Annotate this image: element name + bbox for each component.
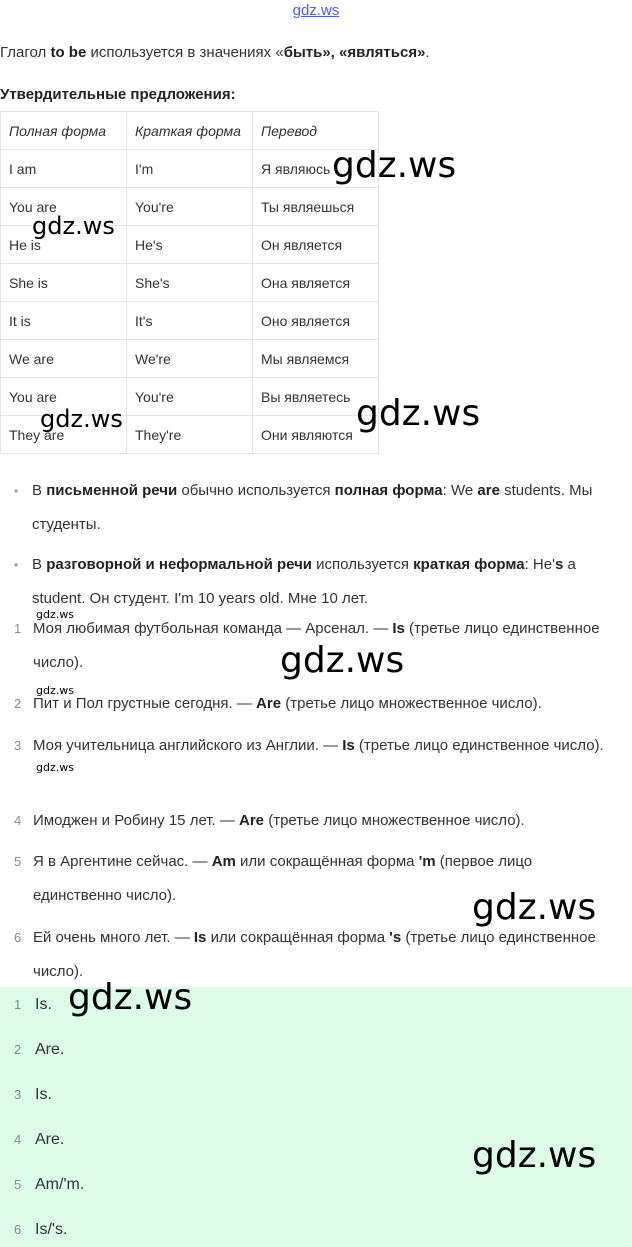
- table-cell: You are: [1, 188, 127, 226]
- table-cell: Мы являемся: [253, 340, 379, 378]
- table-cell: Оно является: [253, 302, 379, 340]
- table-cell: We're: [127, 340, 253, 378]
- answer-text: Are.: [35, 1131, 65, 1148]
- task-text: Ей очень много лет. — Is или сокращённая форма 's (третье лицо единственное число).: [33, 929, 596, 980]
- task-number: 4: [14, 813, 22, 828]
- table-cell: You're: [127, 188, 253, 226]
- to-be-forms-table: [0, 111, 379, 454]
- table-cell: They're: [127, 416, 253, 454]
- watermark: gdz.ws: [356, 393, 481, 434]
- table-cell: Ты являешься: [253, 188, 379, 226]
- answer-number: 5: [14, 1177, 22, 1192]
- table-cell: You're: [127, 378, 253, 416]
- answer-item: [0, 1080, 632, 1110]
- table-cell: She is: [1, 264, 127, 302]
- table-cell: It is: [1, 302, 127, 340]
- table-cell: Я являюсь: [253, 150, 379, 188]
- watermark: gdz.ws: [472, 887, 597, 928]
- list-item: • В разговорной и неформальной речи используется краткая форма: He's a student. Он студент. I'm 10 years old. Мне 10 лет.: [14, 548, 626, 616]
- table-cell: We are: [1, 340, 127, 378]
- task-text: Моя любимая футбольная команда — Арсенал. — Is (третье лицо единственное число).: [33, 620, 600, 671]
- header-full-form: Полная форма: [1, 112, 127, 150]
- answer-number: 6: [14, 1222, 22, 1237]
- task-number: 1: [14, 621, 22, 636]
- task-number: 3: [14, 738, 22, 753]
- table-cell: She's: [127, 264, 253, 302]
- table-cell: He is: [1, 226, 127, 264]
- answer-number: 2: [14, 1042, 22, 1057]
- answer-text: Is.: [35, 996, 52, 1013]
- table-cell: I am: [1, 150, 127, 188]
- table-row: [1, 264, 379, 302]
- task-text: Я в Аргентине сейчас. — Am или сокращённая форма 'm (первое лицо единственно число).: [33, 853, 533, 904]
- answer-text: Am/'m.: [35, 1176, 85, 1193]
- list-item: • В письменной речи обычно используется полная форма: We are students. Мы студенты.: [14, 474, 626, 542]
- intro-text: Глагол to be используется в значениях «быть», «являться».: [0, 44, 430, 61]
- table-cell: Вы являетесь: [253, 378, 379, 416]
- usage-notes-list: [14, 474, 626, 622]
- answer-item: [0, 1215, 632, 1245]
- answers-panel: [0, 987, 632, 1247]
- watermark: gdz.ws: [68, 977, 193, 1018]
- table-cell: They are: [1, 416, 127, 454]
- table-header-row: [1, 112, 379, 150]
- watermark: gdz.ws: [472, 1135, 597, 1176]
- top-watermark-link[interactable]: gdz.ws: [292, 2, 340, 19]
- task-text: Моя учительница английского из Англии. — Is (третье лицо единственное число).: [33, 737, 604, 754]
- watermark: gdz.ws: [36, 761, 74, 774]
- task-text: Пит и Пол грустные сегодня. — Are (третье лицо множественное число).: [33, 695, 542, 712]
- table-cell: Она является: [253, 264, 379, 302]
- table-cell: You are: [1, 378, 127, 416]
- watermark: gdz.ws: [280, 640, 405, 681]
- table-cell: Они являются: [253, 416, 379, 454]
- table-cell: I'm: [127, 150, 253, 188]
- answer-number: 1: [14, 997, 22, 1012]
- table-row: [1, 340, 379, 378]
- watermark: gdz.ws: [32, 212, 115, 240]
- watermark: gdz.ws: [332, 145, 457, 186]
- header-short-form: Краткая форма: [127, 112, 253, 150]
- answer-text: Are.: [35, 1041, 65, 1058]
- watermark: gdz.ws: [36, 684, 74, 697]
- table-cell: He's: [127, 226, 253, 264]
- watermark: gdz.ws: [40, 405, 123, 433]
- task-number: 5: [14, 854, 22, 869]
- answer-text: Is.: [35, 1086, 52, 1103]
- table-cell: Он является: [253, 226, 379, 264]
- task-number: 2: [14, 696, 22, 711]
- header-translation: Перевод: [253, 112, 379, 150]
- answer-number: 4: [14, 1132, 22, 1147]
- watermark: gdz.ws: [36, 608, 74, 621]
- answer-number: 3: [14, 1087, 22, 1102]
- table-row: [1, 302, 379, 340]
- task-text: Имоджен и Робину 15 лет. — Are (третье лицо множественное число).: [33, 812, 525, 829]
- answer-item: [0, 1035, 632, 1065]
- section-heading: Утвердительные предложения:: [0, 86, 236, 103]
- table-cell: It's: [127, 302, 253, 340]
- answer-text: Is/'s.: [35, 1221, 68, 1238]
- table-row: [1, 150, 379, 188]
- task-number: 6: [14, 930, 22, 945]
